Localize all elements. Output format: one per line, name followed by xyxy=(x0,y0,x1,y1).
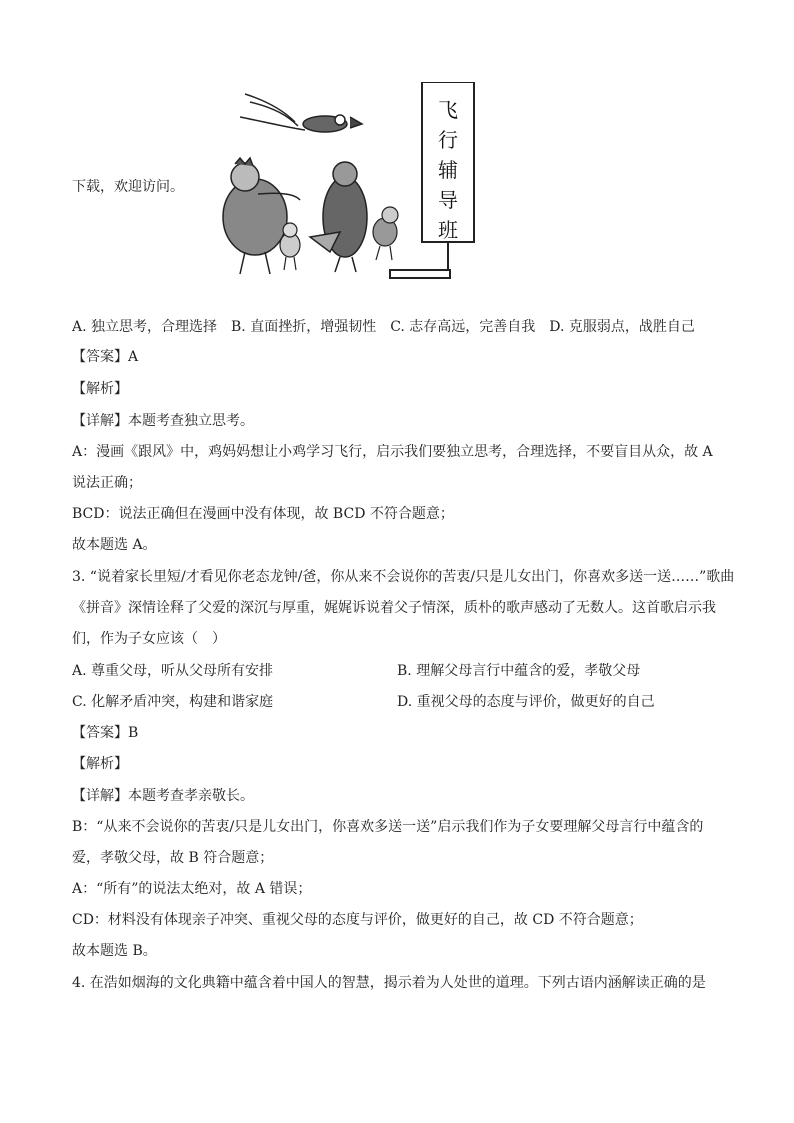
q3-answer: 【答案】B xyxy=(72,725,139,741)
q3-analysis-line: CD：材料没有体现亲子冲突、重视父母的态度与评价，做更好的自己，故 CD 不符合题意； xyxy=(72,912,643,928)
sign-char: 辅 xyxy=(438,158,458,182)
q3-analysis-line: B：“从来不会说你的苦衷/只是儿女出门，你喜欢多送一送”启示我们作为子女要理解父母言行中蕴含的 xyxy=(72,819,704,835)
q3-stem-line: 《拼音》深情诠释了父爱的深沉与厚重，娓娓诉说着父子情深，质朴的歌声感动了无数人。这首歌启示我 xyxy=(72,600,716,616)
sign-char: 班 xyxy=(438,218,458,242)
flying-bird-icon xyxy=(240,94,362,132)
chick-icon xyxy=(280,223,300,270)
q3-stem-line: 们，作为子女应该（ ） xyxy=(72,631,226,647)
q3-analysis-line: A：“所有”的说法太绝对，故 A 错误； xyxy=(72,881,312,897)
sign-text xyxy=(428,95,468,245)
q3-analysis-label: 【解析】 xyxy=(72,756,128,772)
sign-char: 飞 xyxy=(438,98,458,122)
q3-option-d: D. 重视父母的态度与评价，做更好的自己 xyxy=(397,694,655,710)
chick-icon xyxy=(373,207,398,260)
sign-char: 导 xyxy=(438,188,458,212)
q3-detail: 【详解】本题考查孝亲敬长。 xyxy=(72,788,254,804)
rooster-icon xyxy=(310,162,367,272)
q2-options: A. 独立思考，合理选择 B. 直面挫折，增强韧性 C. 志存高远，完善自我 D. 克服弱点，战胜自己 xyxy=(72,319,695,335)
q2-analysis-line: BCD：说法正确但在漫画中没有体现，故 BCD 不符合题意； xyxy=(72,506,454,522)
q3-option-c: C. 化解矛盾冲突，构建和谐家庭 xyxy=(72,694,274,710)
q3-stem-line: 3. “说着家长里短/才看见你老态龙钟/爸，你从来不会说你的苦衷/只是儿女出门，你喜欢多送一送……”歌曲 xyxy=(72,569,735,585)
q3-conclusion: 故本题选 B。 xyxy=(72,943,157,959)
q2-analysis-line: A：漫画《跟风》中，鸡妈妈想让小鸡学习飞行，启示我们要独立思考，合理选择，不要盲目从众，故 A xyxy=(72,444,713,460)
intro-text: 下载，欢迎访问。 xyxy=(72,179,184,195)
q3-option-b: B. 理解父母言行中蕴含的爱，孝敬父母 xyxy=(397,663,641,679)
q2-analysis-line: 说法正确； xyxy=(72,475,142,491)
q2-answer: 【答案】A xyxy=(72,349,139,365)
q4-stem-line: 4. 在浩如烟海的文化典籍中蕴含着中国人的智慧，揭示着为人处世的道理。下列古语内涵解读正确的是 xyxy=(72,975,706,991)
q2-detail: 【详解】本题考查独立思考。 xyxy=(72,413,254,429)
q3-analysis-line: 爱，孝敬父母，故 B 符合题意； xyxy=(72,850,274,866)
sign-char: 行 xyxy=(438,128,458,152)
q2-analysis-label: 【解析】 xyxy=(72,381,128,397)
q3-option-a: A. 尊重父母，听从父母所有安排 xyxy=(72,663,274,679)
q2-conclusion: 故本题选 A。 xyxy=(72,537,157,553)
